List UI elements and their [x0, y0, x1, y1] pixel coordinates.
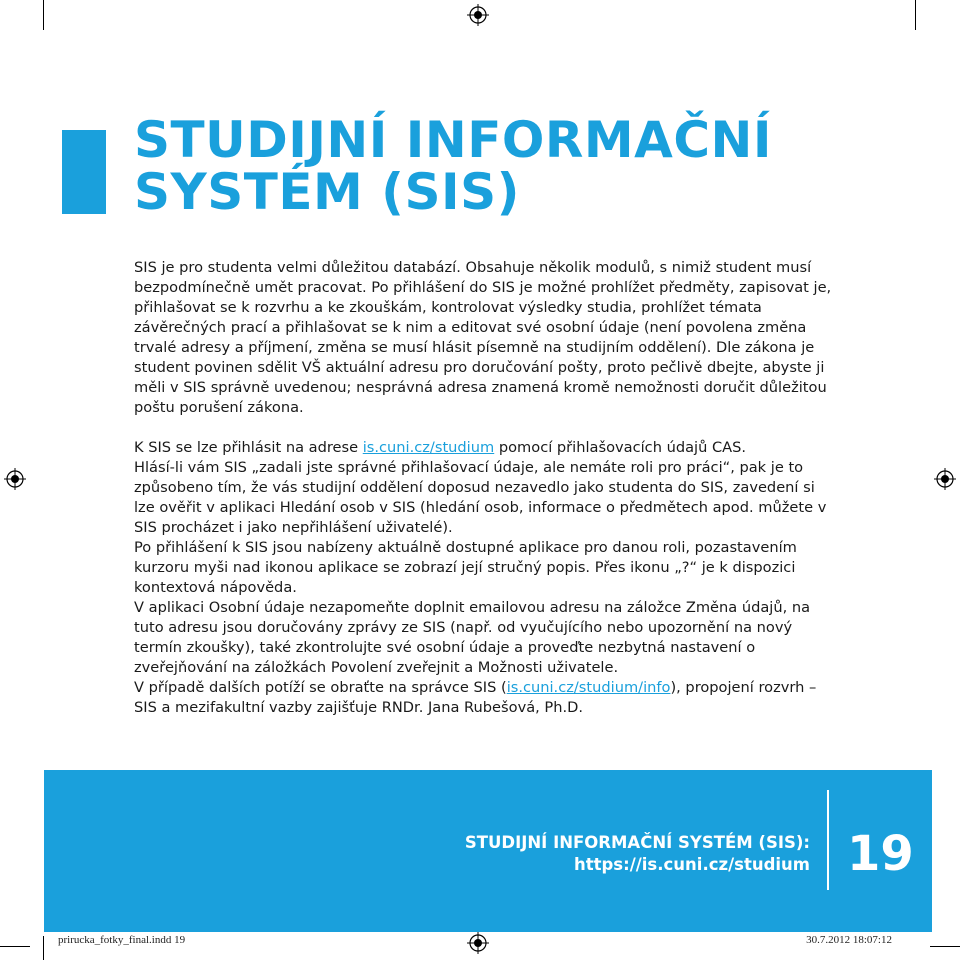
contact-text-after: ), propojení rozvrh – SIS a mezifakultní vazby zajišťuje RNDr. Jana Rubešová, Ph.D. [134, 679, 817, 716]
crop-mark [43, 936, 44, 960]
footer-url: https://is.cuni.cz/studium [573, 855, 810, 874]
slug-timestamp: 30.7.2012 18:07:12 [806, 934, 892, 946]
paragraph-login [134, 438, 834, 458]
sis-link[interactable]: is.cuni.cz/studium [362, 439, 495, 456]
crop-mark [0, 946, 30, 947]
paragraph-contact [134, 678, 834, 718]
accent-block [62, 130, 106, 214]
page-number: 19 [847, 826, 914, 882]
title-line-2: SYSTÉM (SIS) [134, 163, 520, 221]
paragraph-apps: Po přihlášení k SIS jsou nabízeny aktuálně dostupné aplikace pro danou roli, pozastavením kurzoru myši nad ikonou aplikace se zobrazí její stručný popis. Přes ikonu „?“ je k dispozici kontextová nápověda. [134, 539, 797, 596]
login-text-after: pomocí přihlašovacích údajů CAS. [494, 439, 747, 456]
registration-mark-icon [4, 468, 26, 490]
footer-title: STUDIJNÍ INFORMAČNÍ SYSTÉM (SIS): [464, 833, 810, 852]
crop-mark [915, 0, 916, 30]
crop-mark [930, 946, 960, 947]
crop-mark [43, 0, 44, 30]
login-text-before: K SIS se lze přihlásit na adrese [134, 439, 363, 456]
paragraph-role: Hlásí-li vám SIS „zadali jste správné přihlašovací údaje, ale nemáte roli pro práci“, pak je to způsobeno tím, že vás studijní oddělení doposud nezavedlo jako studenta do SIS, zavedení si lze ověřit v aplikaci Hledání osob v SIS (hledání osob, informace o předmětech apod. můžete v SIS procházet i jako nepřihlášení uživatelé). [134, 459, 827, 536]
paragraph-intro: SIS je pro studenta velmi důležitou databází. Obsahuje několik modulů, s nimiž student musí bezpodmínečně umět pracovat. Po přihlášení do SIS je možné prohlížet předměty, zapisovat je, přihlašovat se k rozvrhu a ke zkouškám, kontrolovat výsledky studia, prohlížet témata závěrečných prací a přihlašovat se k nim a editovat své osobní údaje (není povolena změna trvalé adresy a příjmení, změna se musí hlásit písemně na studijním oddělení). Dle zákona je student povinen sdělit VŠ aktuální adresu pro doručování pošty, proto pečlivě dbejte, abyste ji měli v SIS správně uvedenou; nesprávná adresa znamená kromě nemožnosti doručit důležitou poštu porušení zákona. [134, 259, 832, 416]
footer-caption [465, 832, 810, 876]
contact-text-before: V případě dalších potíží se obraťte na správce SIS ( [134, 679, 507, 696]
title-line-1: STUDIJNÍ INFORMAČNÍ [134, 111, 772, 169]
footer-divider [827, 790, 829, 890]
footer-band [44, 770, 932, 932]
paragraph-personal-data: V aplikaci Osobní údaje nezapomeňte doplnit emailovou adresu na záložce Změna údajů, na tuto adresu jsou doručovány zprávy ze SIS (např. od vyučujícího nebo upozornění na nový termín zkoušky), také zkontrolujte své osobní údaje a proveďte nezbytná nastavení o zveřejňování na záložkách Povolení zveřejnit a Možnosti uživatele. [134, 599, 811, 676]
registration-mark-icon [467, 4, 489, 26]
body-text [134, 258, 834, 718]
page-title [134, 111, 772, 221]
slug-filename: prirucka_fotky_final.indd 19 [58, 934, 186, 946]
sis-info-link[interactable]: is.cuni.cz/studium/info [506, 679, 671, 696]
registration-mark-icon [467, 932, 489, 954]
registration-mark-icon [934, 468, 956, 490]
